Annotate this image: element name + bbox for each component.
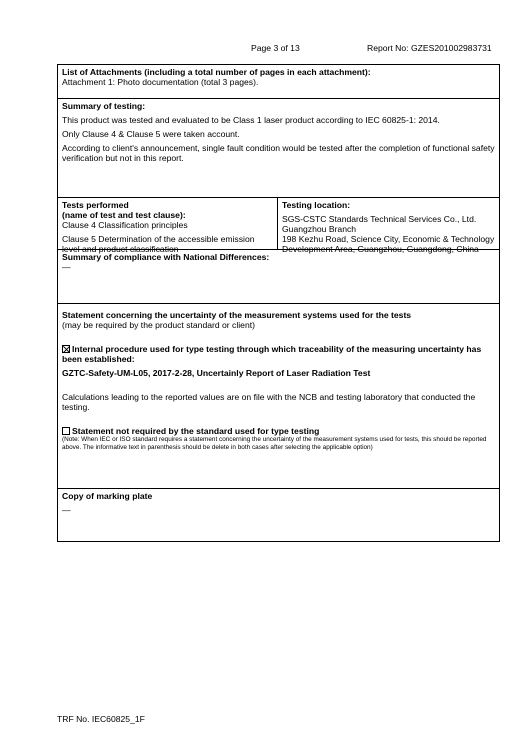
attachments-section [58, 65, 499, 99]
uncertainty-note: (Note: When IEC or ISO standard requires a statement concerning the uncertainty of the measurement systems used for tests, this should be reported above. The informative text in parenthesis should be delete in both cases after selecting the applicable option) [62, 436, 487, 451]
unchecked-checkbox-icon[interactable] [62, 427, 70, 435]
marking-plate-value: — [62, 505, 71, 515]
marking-plate-title: Copy of marking plate [62, 491, 153, 501]
summary-line: This product was tested and evaluated to be Class 1 laser product according to IEC 60825-1: 2014. [62, 115, 440, 125]
trf-number: TRF No. IEC60825_1F [57, 714, 145, 724]
uncertainty-subtitle: (may be required by the product standard or client) [62, 320, 255, 330]
calculation-note: Calculations leading to the reported values are on file with the NCB and testing laboratory that conducted the testing. [62, 392, 476, 412]
uncertainty-title: Statement concerning the uncertainty of the measurement systems used for the tests [62, 310, 412, 320]
summary-line: According to client's announcement, single fault condition would be tested after the completion of functional safety verification but not in this report. [62, 143, 495, 163]
summary-section [58, 99, 499, 198]
report-table [57, 64, 500, 542]
internal-procedure-label: Internal procedure used for type testing through which traceability of the measuring uncertainty has been established: [62, 344, 482, 364]
tests-title: Tests performed [62, 200, 129, 210]
not-required-option [62, 426, 495, 436]
summary-line: Only Clause 4 & Clause 5 were taken account. [62, 129, 240, 139]
tests-subtitle: (name of test and test clause): [62, 210, 186, 220]
test-item: Clause 5 Determination of the accessible emission level and product classification [62, 234, 255, 254]
national-differences-section [58, 250, 499, 304]
national-differences-title: Summary of compliance with National Differences: [62, 252, 270, 262]
marking-plate-section [58, 489, 499, 542]
location-line: 198 Kezhu Road, Science City, Economic & Technology Development Area, Guangzhou, Guangdong, China [282, 234, 495, 254]
checked-checkbox-icon[interactable] [62, 345, 70, 353]
internal-procedure-option [62, 344, 495, 364]
attachment-item: Attachment 1: Photo documentation (total 3 pages). [62, 77, 259, 87]
location-line: SGS-CSTC Standards Technical Services Co., Ltd. Guangzhou Branch [282, 214, 477, 234]
page-number: Page 3 of 13 [251, 43, 300, 53]
tests-section [58, 198, 499, 254]
not-required-label: Statement not required by the standard used for type testing [72, 426, 320, 436]
testing-location-cell [278, 198, 499, 254]
tests-performed-cell [58, 198, 278, 254]
attachments-title: List of Attachments (including a total number of pages in each attachment): [62, 67, 371, 77]
uncertainty-section [58, 304, 499, 489]
summary-title: Summary of testing: [62, 101, 146, 111]
procedure-reference: GZTC-Safety-UM-L05, 2017-2-28, Uncertainly Report of Laser Radiation Test [62, 368, 371, 378]
location-title: Testing location: [282, 200, 351, 210]
report-number: Report No: GZES201002983731 [367, 43, 492, 53]
national-differences-value: — [62, 262, 71, 272]
test-item: Clause 4 Classification principles [62, 220, 188, 230]
